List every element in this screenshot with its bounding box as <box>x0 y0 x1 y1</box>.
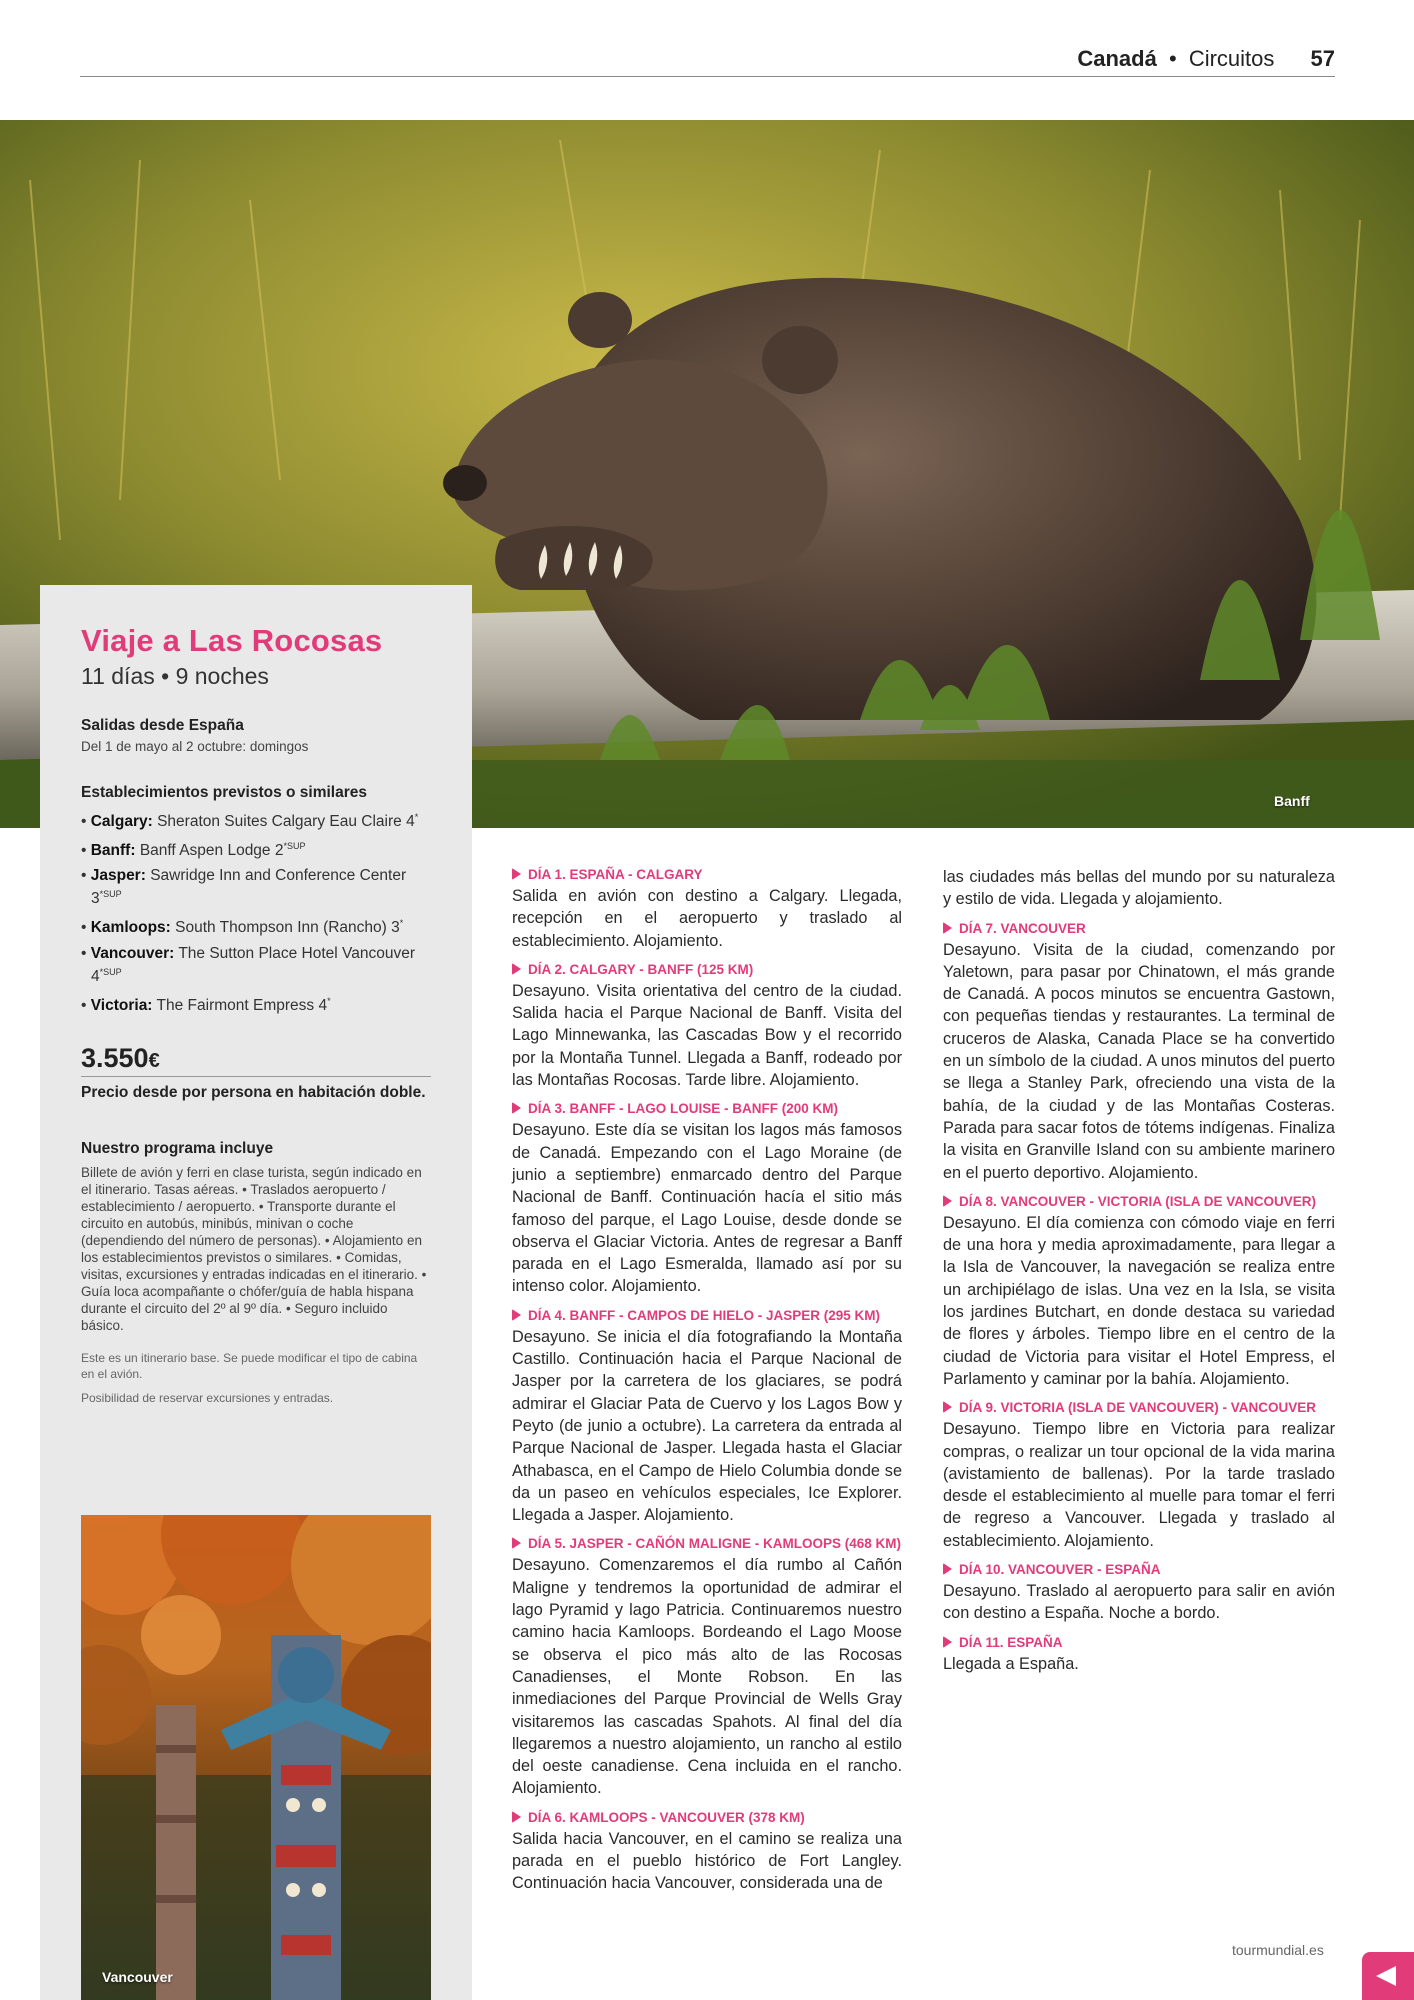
price-currency: € <box>148 1049 160 1072</box>
hotel-city: Vancouver: <box>90 944 175 962</box>
includes-heading: Nuestro programa incluye <box>81 1139 274 1157</box>
day-heading <box>512 1100 902 1117</box>
day-heading <box>512 1809 902 1826</box>
itinerary-column-1 <box>512 866 902 1895</box>
day-heading-text: DÍA 3. BANFF - LAGO LOUISE - BANFF (200 KM) <box>528 1101 838 1117</box>
hotel-city: Banff: <box>90 842 136 860</box>
footer-url[interactable]: tourmundial.es <box>1232 1942 1324 1958</box>
day-text: Salida en avión con destino a Calgary. Llegada, recepción en el aeropuerto y traslado al establecimiento. Alojamiento. <box>512 887 902 950</box>
totem-photo <box>81 1515 431 2000</box>
day-text: Desayuno. Traslado al aeropuerto para salir en avión con destino a España. Noche a bordo. <box>943 1582 1335 1623</box>
page-header <box>80 42 1335 77</box>
day-heading-text: DÍA 8. VANCOUVER - VICTORIA (ISLA DE VANCOUVER) <box>959 1193 1317 1209</box>
list-item: • Calgary: Sheraton Suites Calgary Eau Claire 4* <box>81 812 419 831</box>
hotels-list <box>81 808 431 1015</box>
day-heading-text: DÍA 1. ESPAÑA - CALGARY <box>528 867 703 882</box>
day-text: Llegada a España. <box>943 1654 1079 1673</box>
day-heading <box>943 1561 1335 1578</box>
bullet-marker-icon <box>943 1636 952 1648</box>
day-text: Desayuno. Este día se visitan los lagos más famosos de Canadá. Empezando con el Lago Moraine (de junio a septiembre) enmarcado dentro del Parque Nacional de Banff. Continuación hacía el sitio más famoso del parque, el Lago Louise, desde donde se observa el Glaciar Victoria. Antes de regresar a Banff parada en el Lago Esmeralda, llamado así por su intenso color. Alojamiento. <box>512 1121 902 1296</box>
day-heading <box>512 1307 902 1324</box>
bullet-marker-icon <box>512 1309 521 1321</box>
day-heading <box>512 866 902 883</box>
list-item: • Victoria: The Fairmont Empress 4* <box>81 995 331 1014</box>
day-text: Desayuno. Se inicia el día fotografiando la Montaña Castillo. Continuación hacia el Parque Nacional de Jasper por la carretera de los glaciares, se podrá admirar el Glaciar Pata de Cuervo y los Lagos Bow y Peyto (de junio a octubre). La carretera da entrada al Parque Nacional de Jasper. Llegada hasta el Glaciar Athabasca, en el Campo de Hielo Columbia donde se da un paseo en vehículos especiales, Ice Explorer. Llegada a Jasper. Alojamiento. <box>512 1327 902 1525</box>
bullet-marker-icon <box>512 1811 521 1823</box>
header-right <box>1077 46 1335 72</box>
hotel-city: Jasper: <box>90 867 146 885</box>
itinerary-note: Este es un itinerario base. Se puede modificar el tipo de cabina en el avión. <box>81 1350 418 1381</box>
bullet-marker-icon <box>512 868 521 880</box>
day-heading <box>943 1634 1335 1651</box>
includes-text: Billete de avión y ferri en clase turista, según indicado en el itinerario. Tasas aéreas. • Traslados aeropuerto / establecimiento / aeropuerto. • Transporte durante el circuito en autobús, minibús, minivan o coche (dependiendo del número de personas). • Alojamiento en los establecimientos previstos o similares. • Comidas, visitas, excursiones y entradas indicadas en el itinerario. • Guía loca acompañante o chófer/guía de habla hispana durante el circuito del 2º al 9º día. • Seguro incluido básico. <box>81 1164 427 1333</box>
price-divider <box>81 1076 431 1077</box>
hotel-category: * <box>399 918 404 929</box>
day-heading-text: DÍA 2. CALGARY - BANFF (125 KM) <box>528 961 754 977</box>
trip-duration: 11 días • 9 noches <box>81 663 269 689</box>
hotel-category: * <box>414 812 419 822</box>
hotel-name: South Thompson Inn (Rancho) 3 <box>175 919 400 937</box>
hotel-name: The Fairmont Empress 4 <box>156 996 328 1014</box>
day-heading-text: DÍA 4. BANFF - CAMPOS DE HIELO - JASPER (295 KM) <box>528 1307 881 1323</box>
bullet-marker-icon <box>512 963 521 975</box>
day-text: Desayuno. Tiempo libre en Victoria para realizar compras, o realizar un tour opcional de la vida marina (avistamiento de ballenas). Por la tarde traslado desde el establecimiento al muelle para tomar el ferri de regreso a Vancouver. Llegada y traslado al establecimiento. Alojamiento. <box>943 1420 1335 1550</box>
excursions-note: Posibilidad de reservar excursiones y entradas. <box>81 1390 334 1405</box>
arrow-left-icon <box>1376 1966 1396 1986</box>
list-item: • Jasper: Sawridge Inn and Conference Center $3^{*SUP}$ <box>81 867 407 908</box>
day-heading-text: DÍA 9. VICTORIA (ISLA DE VANCOUVER) - VANCOUVER <box>959 1400 1317 1416</box>
list-item: • Banff: Banff Aspen Lodge $2^{*SUP}$ <box>81 841 306 860</box>
trip-summary-content <box>81 623 431 1406</box>
itinerary-column-2 <box>943 866 1335 1675</box>
page-number: 57 <box>1310 46 1335 71</box>
list-item: • Kamloops: South Thompson Inn (Rancho) 3* <box>81 918 404 937</box>
day-text: Desayuno. Comenzaremos el día rumbo al Cañón Maligne y tendremos la oportunidad de admirar el lago Pyramid y lago Patricia. Continuaremos nuestro camino hacia Kamloops. Bordeando el Lago Moose se observa el pico más alto de las Rocosas Canadienses, el Monte Robson. En las inmediaciones del Parque Provincial de Wells Gray visitaremos las cascadas Spahots. Al final del día llegaremos a nuestro alojamiento, un rancho al estilo del oeste canadiense. Cena incluida en el rancho. Alojamiento. <box>512 1556 902 1798</box>
day-text: Desayuno. El día comienza con cómodo viaje en ferri de una hora y media aproximadamente, para llegar a la Isla de Vancouver, la navegación se realiza entre un archipiélago de islas. Una vez en la Isla, se visita los jardines Butchart, en donde destaca su variedad de flores y árboles. Tiempo libre en el centro de la ciudad de Victoria para visitar el Hotel Empress, el Parlamento y caminar por la bahía. Alojamiento. <box>943 1213 1335 1388</box>
hotel-name: Banff Aspen Lodge 2 <box>139 842 284 860</box>
hero-caption: Banff <box>1274 793 1310 809</box>
bullet-marker-icon <box>943 1195 952 1207</box>
hotel-city: Calgary: <box>90 813 153 831</box>
totem-illustration <box>81 1515 431 2000</box>
bullet-marker-icon <box>512 1537 521 1549</box>
hotel-category: * <box>327 995 331 1006</box>
totem-caption: Vancouver <box>102 1969 173 1985</box>
day-text: Salida hacia Vancouver, en el camino se realiza una parada en el pueblo histórico de Fort Langley. Continuación hacia Vancouver, considerada una de <box>512 1829 902 1893</box>
day-heading-text: DÍA 7. VANCOUVER <box>959 920 1086 936</box>
hotel-name: Sheraton Suites Calgary Eau Claire 4 <box>157 813 415 831</box>
bullet-marker-icon <box>943 1563 952 1575</box>
day-heading <box>512 961 902 978</box>
hotel-city: Victoria: <box>90 996 153 1014</box>
departures-heading: Salidas desde España <box>81 717 244 734</box>
hotels-heading: Establecimientos previstos o similares <box>81 784 368 801</box>
price-value: 3.550 <box>81 1042 149 1073</box>
day-heading <box>943 920 1335 937</box>
day-heading <box>512 1535 902 1552</box>
hotel-category: *SUP <box>283 841 306 852</box>
day-heading-text: DÍA 10. VANCOUVER - ESPAÑA <box>959 1562 1161 1578</box>
bullet-marker-icon <box>512 1102 521 1114</box>
day-text-continued: las ciudades más bellas del mundo por su naturaleza y estilo de vida. Llegada y alojamiento. <box>943 868 1335 909</box>
hotel-category: *SUP <box>99 966 122 977</box>
day-heading-text: DÍA 11. ESPAÑA <box>959 1634 1063 1650</box>
day-heading-text: DÍA 5. JASPER - CAÑÓN MALIGNE - KAMLOOPS (468 KM) <box>528 1536 902 1552</box>
day-heading-text: DÍA 6. KAMLOOPS - VANCOUVER (378 KM) <box>528 1809 805 1825</box>
hotel-name: The Sutton Place Hotel Vancouver 4 <box>91 944 415 985</box>
hotel-city: Kamloops: <box>90 919 171 937</box>
day-text: Desayuno. Visita orientativa del centro de la ciudad. Salida hacia el Parque Nacional de Banff. Visita del Lago Minnewanka, las Cascadas Bow y el recorrido por la Montaña Tunnel. Llegada a Banff, rodeado por las Montañas Rocosas. Tarde libre. Alojamiento. <box>512 981 902 1090</box>
hotel-category: *SUP <box>99 889 122 900</box>
day-heading <box>943 1399 1335 1416</box>
day-heading <box>943 1193 1335 1210</box>
bullet-marker-icon <box>943 922 952 934</box>
back-button[interactable] <box>1362 1952 1414 2000</box>
list-item: • Vancouver: The Sutton Place Hotel Vancouver $4^{*SUP}$ <box>81 944 415 985</box>
trip-title: Viaje a Las Rocosas <box>81 623 383 658</box>
header-country: Canadá <box>1077 46 1157 71</box>
price-description: Precio desde por persona en habitación doble. <box>81 1083 426 1101</box>
day-text: Desayuno. Visita de la ciudad, comenzando por Yaletown, para pasar por Chinatown, el más grande de Canadá. A pocos minutos se encuentra Gastown, con pequeñas tiendas y restaurantes. La terminal de cruceros de Alaska, Canada Place se ha convertido en un símbolo de la ciudad. A unos minutos del puerto se llega a Stanley Park, ofreciendo una vista de la bahía, de la ciudad y de las Montañas Costeras. Parada para sacar fotos de tótems indígenas. Finaliza la visita en Granville Island con su ambiente marinero en el puerto deportivo. Alojamiento. <box>943 940 1335 1182</box>
bullet-marker-icon <box>943 1401 952 1413</box>
price-block <box>81 1043 431 1074</box>
departures-text: Del 1 de mayo al 2 octubre: domingos <box>81 739 309 754</box>
header-section: Circuitos <box>1188 46 1275 71</box>
hotel-name: Sawridge Inn and Conference Center 3 <box>91 867 407 908</box>
header-separator: • <box>1168 46 1177 71</box>
